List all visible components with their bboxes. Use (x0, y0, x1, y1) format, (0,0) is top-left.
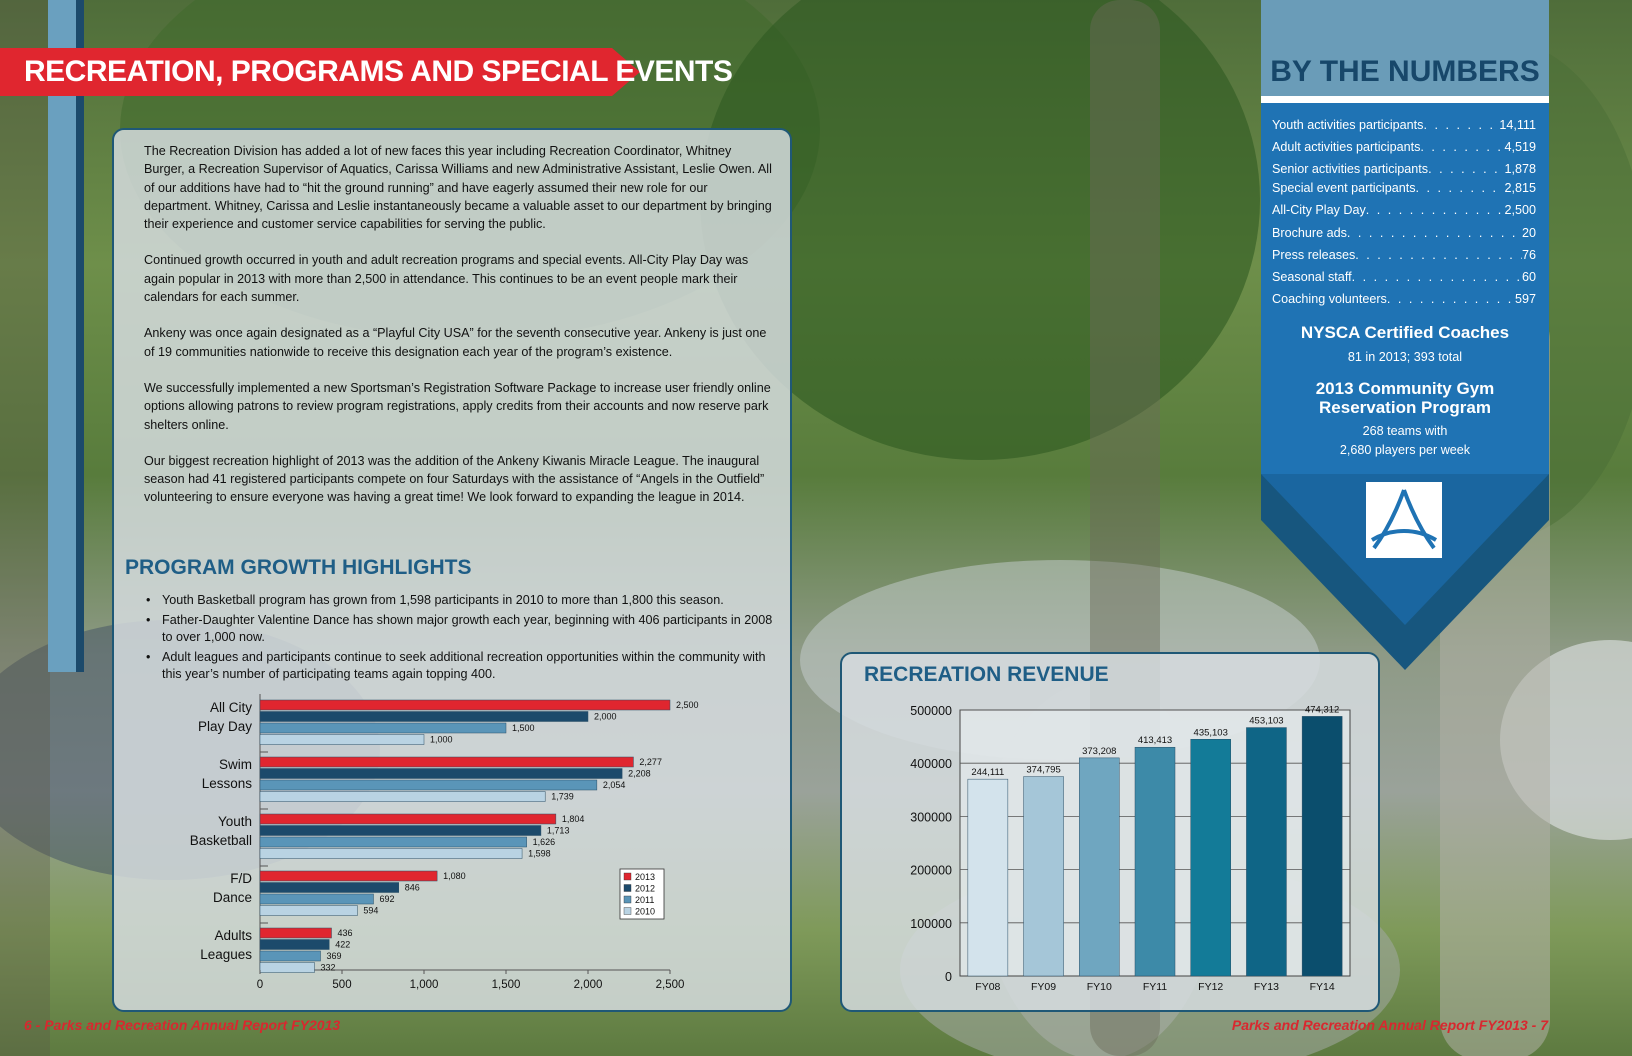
bar (1302, 716, 1342, 976)
x-tick-label: FY14 (1309, 981, 1335, 993)
stat-value: 597 (1514, 292, 1536, 306)
bar (260, 723, 506, 733)
growth-heading: PROGRAM GROWTH HIGHLIGHTS (125, 556, 472, 579)
intro-paragraph: Our biggest recreation highlight of 2013 was the addition of the Ankeny Kiwanis Miracle League. The inaugural season had 41 registered participants compete on four Saturdays with the assistance of “Angels in the Outfield” volunteering to ensure everyone was having a great time! We look forward to expanding the league in 2014. (144, 453, 765, 505)
stat-row (1272, 181, 1536, 195)
bar (260, 757, 633, 767)
stat-label: Seasonal staff (1272, 270, 1352, 284)
legend-label: 2010 (635, 906, 656, 917)
stat-row (1272, 292, 1536, 306)
program-growth-chart (140, 694, 700, 996)
category-label: Basketball (189, 833, 252, 848)
data-label: 369 (326, 951, 342, 961)
bar (260, 826, 541, 836)
x-tick-label: 2,500 (655, 979, 685, 991)
x-tick-label: FY09 (1031, 981, 1057, 993)
intro-paragraph: Continued growth occurred in youth and adult recreation programs and special events. All-City Play Day was again popular in 2013 with more than 2,500 in attendance. This continues to be an event people mark their calendars for each summer. (144, 253, 749, 305)
bar (260, 940, 329, 950)
stat-row (1272, 118, 1536, 132)
data-label: 1,713 (546, 825, 570, 836)
data-label: 1,080 (443, 871, 466, 881)
y-tick-label: 400000 (910, 757, 952, 772)
bar (260, 883, 399, 893)
intro-paragraph: The Recreation Division has added a lot of new faces this year including Recreation Coordinator, Whitney Burger, a Recreation Supervisor of Aquatics, Carissa Williams and new Administrative Assistant, Leslie Owen. All of our additions have had to “hit the ground running” and have eagerly assumed their new role for our department. Whitney, Carissa and Leslie instantaneously became a valuable asset to our department by bringing their experience and customer service capabilities for serving the public. (144, 144, 772, 232)
y-tick-label: 200000 (910, 863, 952, 878)
bar (968, 779, 1008, 976)
x-tick-label: FY08 (975, 981, 1001, 993)
data-label: 422 (335, 939, 351, 950)
data-label: 435,103 (1193, 727, 1228, 739)
data-label: 1,739 (551, 791, 574, 802)
category-label: Leagues (200, 947, 252, 962)
left-stripe-dark (76, 0, 84, 672)
stat-label: Special event participants (1272, 181, 1416, 195)
data-label: 2,500 (676, 700, 699, 710)
stat-value: 20 (1521, 226, 1536, 240)
stat-value: 14,111 (1499, 118, 1536, 132)
by-numbers-heading: BY THE NUMBERS (1270, 55, 1540, 88)
bar (260, 894, 373, 904)
list-item: • Youth Basketball program has grown from 1,598 participants in 2010 to more than 1,800 this season. (144, 592, 774, 609)
stat-value: 1,878 (1504, 162, 1536, 176)
data-label: 436 (337, 928, 353, 938)
data-label: 474,312 (1304, 704, 1340, 716)
bar (260, 769, 622, 779)
bar (260, 837, 527, 847)
bar (260, 712, 588, 722)
gym-title-line-2: Reservation Program (1319, 398, 1491, 417)
revenue-chart (860, 690, 1370, 995)
category-label: Play Day (197, 719, 252, 734)
stat-label: Coaching volunteers (1272, 292, 1387, 306)
y-tick-label: 0 (945, 970, 952, 984)
intro-paragraph: Ankeny was once again designated as a “Playful City USA” for the seventh consecutive year. Ankeny is just one of 19 communities nationwide to receive this designation each year of the program’s existence. (144, 326, 767, 359)
stat-row (1272, 248, 1536, 262)
stat-value: 76 (1521, 248, 1536, 262)
data-label: 692 (379, 894, 395, 904)
data-label: 244,111 (971, 767, 1005, 779)
stat-row (1272, 162, 1536, 176)
stat-row (1272, 270, 1536, 284)
bar (260, 951, 321, 961)
footer-right: Parks and Recreation Annual Report FY2013 - 7 (1231, 1017, 1548, 1033)
y-tick-label: 500000 (910, 704, 952, 718)
stat-label: Youth activities participants (1272, 118, 1424, 132)
growth-bullets (144, 592, 774, 686)
data-label: 2,000 (594, 711, 617, 722)
legend-swatch (624, 908, 631, 915)
y-tick-label: 300000 (910, 810, 952, 825)
category-label: Dance (212, 890, 252, 905)
bar (260, 700, 670, 710)
x-tick-label: 2,000 (573, 979, 603, 991)
bar (260, 928, 332, 938)
footer-left: 6 - Parks and Recreation Annual Report FY2013 (24, 1017, 341, 1033)
legend-label: 2013 (635, 872, 656, 882)
bar (260, 780, 597, 790)
bar (260, 792, 545, 802)
legend-label: 2011 (635, 895, 655, 905)
data-label: 373,208 (1082, 745, 1117, 757)
stat-label: Press releases (1272, 248, 1356, 262)
list-item: • Adult leagues and participants continue to seek additional recreation opportunities within the community with this year’s number of participating teams again topping 400. (144, 649, 774, 683)
bar (1191, 739, 1231, 976)
category-label: All City (209, 700, 252, 715)
category-label: Lessons (201, 776, 252, 791)
legend-label: 2012 (635, 883, 656, 894)
intro-paragraph: We successfully implemented a new Sportsman’s Registration Software Package to increase user friendly online options allowing patrons to review program registrations, apply credits from their accounts and now reserve park shelters online. (144, 380, 771, 432)
category-label: Swim (219, 757, 252, 772)
data-label: 374,795 (1026, 764, 1061, 776)
city-logo-icon (1366, 482, 1442, 558)
data-label: 413,413 (1137, 735, 1173, 747)
x-tick-label: 1,000 (409, 979, 439, 991)
data-label: 846 (404, 882, 420, 893)
stat-row (1272, 203, 1536, 217)
x-tick-label: 0 (256, 979, 264, 991)
data-label: 1,000 (430, 734, 453, 745)
list-item: • Father-Daughter Valentine Dance has shown major growth each year, beginning with 406 participants in 2008 to over 1,000 now. (144, 612, 774, 646)
legend-swatch (624, 873, 631, 880)
stat-value: 4,519 (1504, 140, 1536, 154)
stat-label: Brochure ads (1272, 226, 1347, 240)
bar (1024, 777, 1064, 976)
bar (260, 849, 522, 859)
by-numbers-divider (1261, 96, 1549, 103)
data-label: 1,626 (532, 837, 556, 847)
data-label: 594 (363, 905, 379, 916)
x-tick-label: FY10 (1086, 981, 1112, 993)
data-label: 1,804 (561, 814, 585, 824)
gym-title-line-1: 2013 Community Gym (1315, 379, 1495, 398)
legend-swatch (624, 885, 631, 892)
stat-label: Adult activities participants (1272, 140, 1421, 154)
nysca-title: NYSCA Certified Coaches (1300, 323, 1510, 342)
category-label: Youth (217, 814, 252, 829)
stat-row (1272, 140, 1536, 154)
x-tick-label: FY13 (1253, 981, 1279, 993)
gym-text-line-2: 2,680 players per week (1339, 443, 1471, 457)
data-label: 453,103 (1249, 715, 1284, 727)
data-label: 2,277 (639, 757, 662, 767)
x-tick-label: FY11 (1142, 981, 1168, 993)
stat-label: Senior activities participants (1272, 162, 1429, 176)
x-tick-label: 500 (332, 979, 352, 991)
page-title: RECREATION, PROGRAMS AND SPECIAL EVENTS (24, 55, 733, 88)
legend-swatch (624, 896, 631, 903)
left-stripe-light (48, 0, 76, 672)
x-tick-label: FY12 (1198, 981, 1224, 993)
data-label: 2,054 (602, 780, 626, 790)
stat-value: 60 (1521, 270, 1536, 284)
data-label: 2,208 (628, 768, 651, 779)
bar (260, 814, 556, 824)
revenue-title: RECREATION REVENUE (864, 663, 1109, 686)
data-label: 332 (320, 962, 336, 973)
data-label: 1,598 (528, 848, 551, 859)
bar (260, 963, 314, 973)
stat-row (1272, 226, 1536, 240)
stat-value: 2,500 (1504, 203, 1536, 217)
bar (1079, 758, 1119, 976)
bar (260, 735, 424, 745)
bar (1135, 747, 1175, 976)
bar (260, 906, 357, 916)
x-tick-label: 1,500 (491, 979, 521, 991)
category-label: F/D (230, 871, 252, 886)
data-label: 1,500 (512, 723, 535, 733)
gym-text-line-1: 268 teams with (1362, 424, 1448, 438)
nysca-text: 81 in 2013; 393 total (1347, 350, 1463, 364)
stat-label: All-City Play Day (1272, 203, 1366, 217)
bar (1246, 728, 1286, 976)
stat-value: 2,815 (1504, 181, 1536, 195)
y-tick-label: 100000 (910, 916, 952, 931)
intro-text (144, 142, 772, 525)
bar (260, 871, 437, 881)
category-label: Adults (214, 928, 252, 943)
